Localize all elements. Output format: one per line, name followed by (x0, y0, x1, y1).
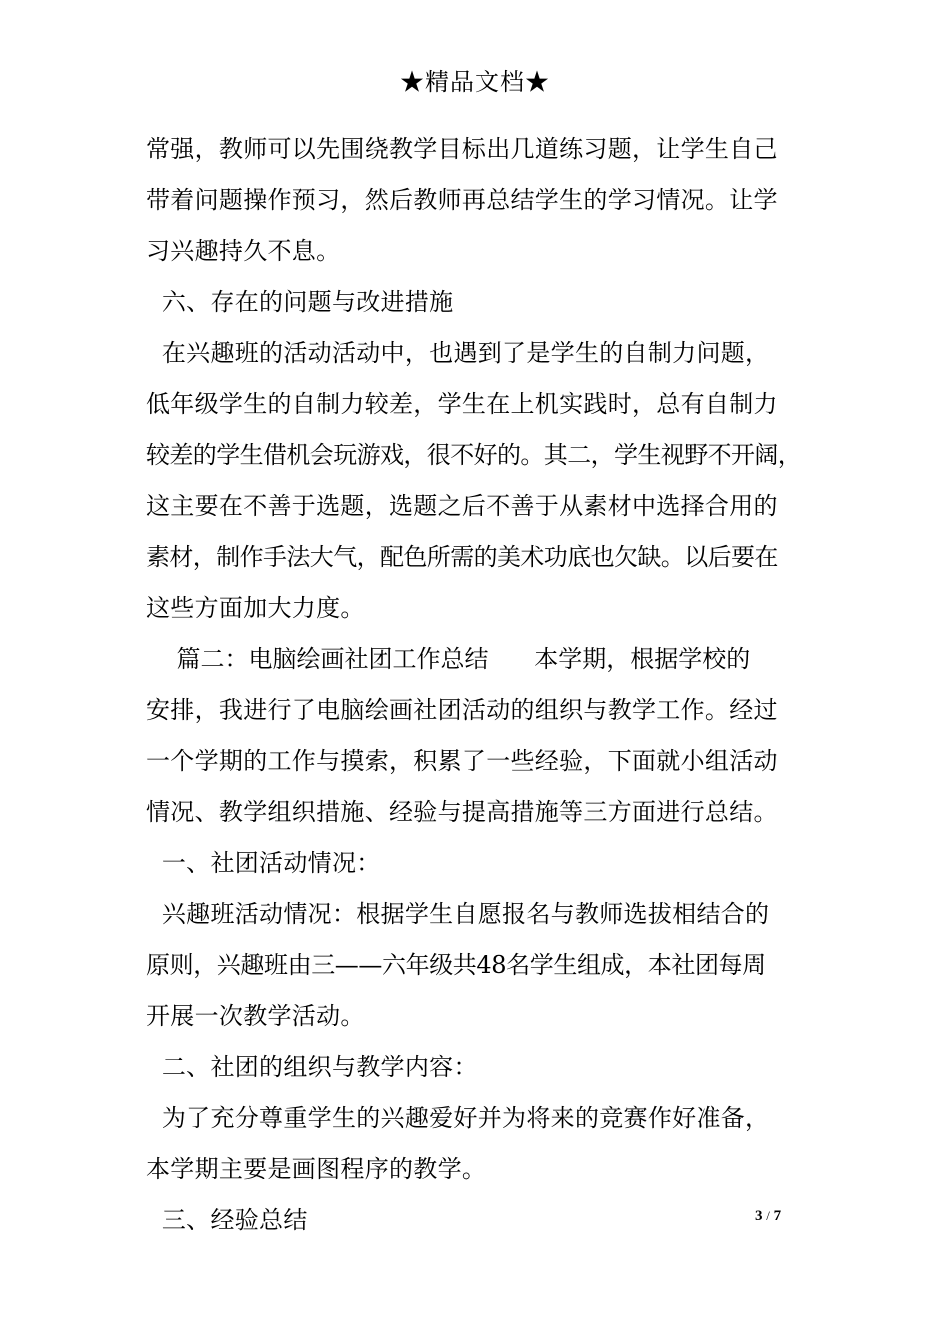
body-line: 情况、教学组织措施、经验与提高措施等三方面进行总结。 (146, 798, 778, 826)
body-line: 开展一次教学活动。 (146, 1002, 365, 1030)
body-line: 为了充分尊重学生的兴趣爱好并为将来的竞赛作好准备， (146, 1104, 770, 1132)
body-line: 带着问题操作预习，然后教师再总结学生的学习情况。让学 (146, 186, 778, 214)
body-line: 较差的学生借机会玩游戏，很不好的。其二，学生视野不开阔， (146, 441, 802, 469)
page-separator: / (766, 1208, 770, 1223)
article-title-line: 篇二：电脑绘画社团工作总结 本学期，根据学校的 (146, 645, 751, 673)
body-line: 本学期主要是画图程序的教学。 (146, 1155, 487, 1183)
section-heading: 六、存在的问题与改进措施 (146, 288, 454, 316)
body-line: 一个学期的工作与摸索，积累了一些经验，下面就小组活动 (146, 747, 778, 775)
page-total: 7 (773, 1208, 782, 1224)
body-line: 这主要在不善于选题，选题之后不善于从素材中选择合用的 (146, 492, 778, 520)
body-line: 低年级学生的自制力较差，学生在上机实践时，总有自制力 (146, 390, 778, 418)
page-header-title: ★精品文档★ (400, 68, 550, 96)
body-line: 在兴趣班的活动活动中，也遇到了是学生的自制力问题， (146, 339, 770, 367)
body-line: 安排，我进行了电脑绘画社团活动的组织与教学工作。经过 (146, 696, 778, 724)
body-line: 常强，教师可以先围绕教学目标出几道练习题，让学生自己 (146, 135, 778, 163)
page-number (738, 1206, 798, 1226)
section-heading: 三、经验总结 (146, 1206, 308, 1234)
body-line: 原则，兴趣班由三——六年级共48名学生组成，本社团每周 (146, 951, 766, 979)
page-current: 3 (754, 1208, 763, 1224)
body-line: 素材，制作手法大气，配色所需的美术功底也欠缺。以后要在 (146, 543, 778, 571)
body-line: 兴趣班活动情况：根据学生自愿报名与教师选拔相结合的 (146, 900, 770, 928)
document-body (146, 124, 810, 1246)
section-heading: 一、社团活动情况： (146, 849, 381, 877)
body-line: 这些方面加大力度。 (146, 594, 365, 622)
section-heading: 二、社团的组织与教学内容： (146, 1053, 478, 1081)
body-line: 习兴趣持久不息。 (146, 237, 341, 265)
